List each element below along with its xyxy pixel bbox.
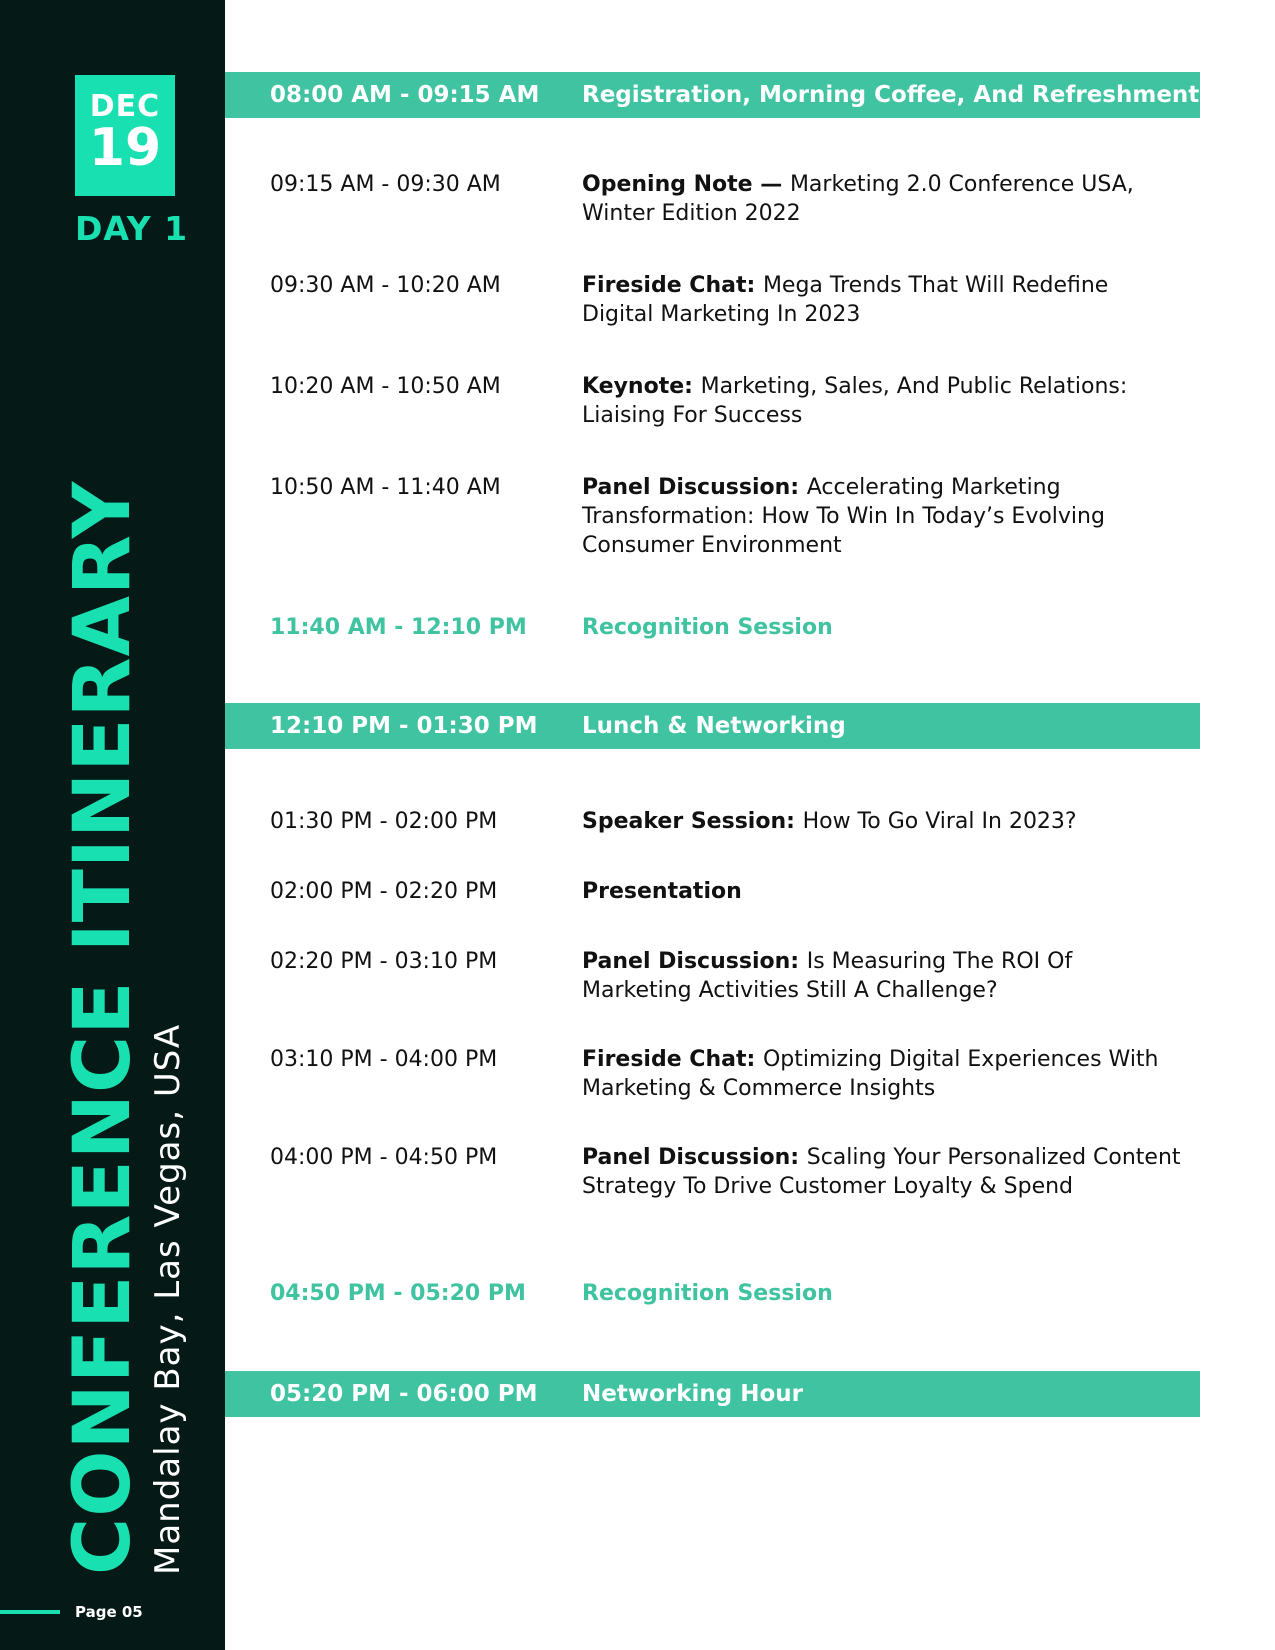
session-time: 01:30 PM - 02:00 PM — [270, 809, 498, 834]
session-title: Scaling Your Personalized Content Strategy To Drive Customer Loyalty & Spend — [582, 1145, 1181, 1199]
session-title: Optimizing Digital Experiences With Marketing & Commerce Insights — [582, 1047, 1159, 1101]
session-time: 03:10 PM - 04:00 PM — [270, 1047, 498, 1072]
session-title: Mega Trends That Will Redefine Digital Marketing In 2023 — [582, 273, 1109, 327]
session-description — [582, 372, 1182, 430]
session-title: Registration, Morning Coffee, And Refreshments — [582, 82, 1213, 108]
session-time: 09:30 AM - 10:20 AM — [270, 273, 501, 298]
page-title: CONFERENCE ITINERARY — [58, 480, 148, 1575]
session-title: Is Measuring The ROI Of Marketing Activities Still A Challenge? — [582, 949, 1073, 1003]
session-time: 04:50 PM - 05:20 PM — [270, 1281, 526, 1306]
session-label: Panel Discussion: — [582, 475, 807, 500]
schedule-band-registration — [225, 72, 1213, 118]
sidebar — [0, 0, 225, 1650]
session-title: Networking Hour — [582, 1381, 804, 1407]
session-title: Recognition Session — [582, 1281, 833, 1306]
session-time: 08:00 AM - 09:15 AM — [270, 82, 540, 108]
session-title: How To Go Viral In 2023? — [802, 809, 1077, 834]
session-time: 10:50 AM - 11:40 AM — [270, 475, 501, 500]
session-label: Fireside Chat: — [582, 273, 763, 298]
session-time: 04:00 PM - 04:50 PM — [270, 1145, 498, 1170]
session-title: Recognition Session — [582, 615, 833, 640]
session-title: Accelerating Marketing Transformation: How To Win In Today’s Evolving Consumer Environment — [582, 475, 1105, 558]
session-description — [582, 473, 1182, 560]
date-badge — [75, 75, 175, 196]
session-title: Marketing 2.0 Conference USA, Winter Edition 2022 — [582, 172, 1134, 226]
session-time: 11:40 AM - 12:10 PM — [270, 615, 527, 640]
session-description — [582, 877, 1182, 906]
session-time: 05:20 PM - 06:00 PM — [270, 1381, 538, 1407]
session-description — [582, 1143, 1182, 1201]
page-indicator-line — [0, 1610, 60, 1614]
session-label: Presentation — [582, 879, 742, 904]
day-label: DAY 1 — [75, 209, 189, 248]
session-time: 10:20 AM - 10:50 AM — [270, 374, 501, 399]
session-title: Marketing, Sales, And Public Relations: Liaising For Success — [582, 374, 1128, 428]
session-time: 09:15 AM - 09:30 AM — [270, 172, 501, 197]
date-month: DEC — [89, 89, 161, 124]
event-location: Mandalay Bay, Las Vegas, USA — [148, 1023, 188, 1575]
page-number: Page 05 — [75, 1603, 143, 1621]
session-description — [582, 170, 1182, 228]
session-label: Speaker Session: — [582, 809, 803, 834]
session-label: Opening Note — — [582, 172, 790, 197]
session-label: Keynote: — [582, 374, 701, 399]
session-description — [582, 947, 1182, 1005]
session-time: 12:10 PM - 01:30 PM — [270, 713, 538, 739]
schedule-band-networking — [225, 1371, 1200, 1417]
session-description — [582, 271, 1182, 329]
date-day: 19 — [88, 118, 162, 178]
session-label: Panel Discussion: — [582, 1145, 807, 1170]
session-description — [582, 1045, 1182, 1103]
session-title: Lunch & Networking — [582, 713, 846, 739]
schedule-band-lunch — [225, 703, 1200, 749]
session-time: 02:00 PM - 02:20 PM — [270, 879, 498, 904]
session-description — [582, 807, 1182, 836]
vertical-title-block — [58, 480, 210, 1575]
session-time: 02:20 PM - 03:10 PM — [270, 949, 498, 974]
session-label: Fireside Chat: — [582, 1047, 763, 1072]
session-label: Panel Discussion: — [582, 949, 807, 974]
